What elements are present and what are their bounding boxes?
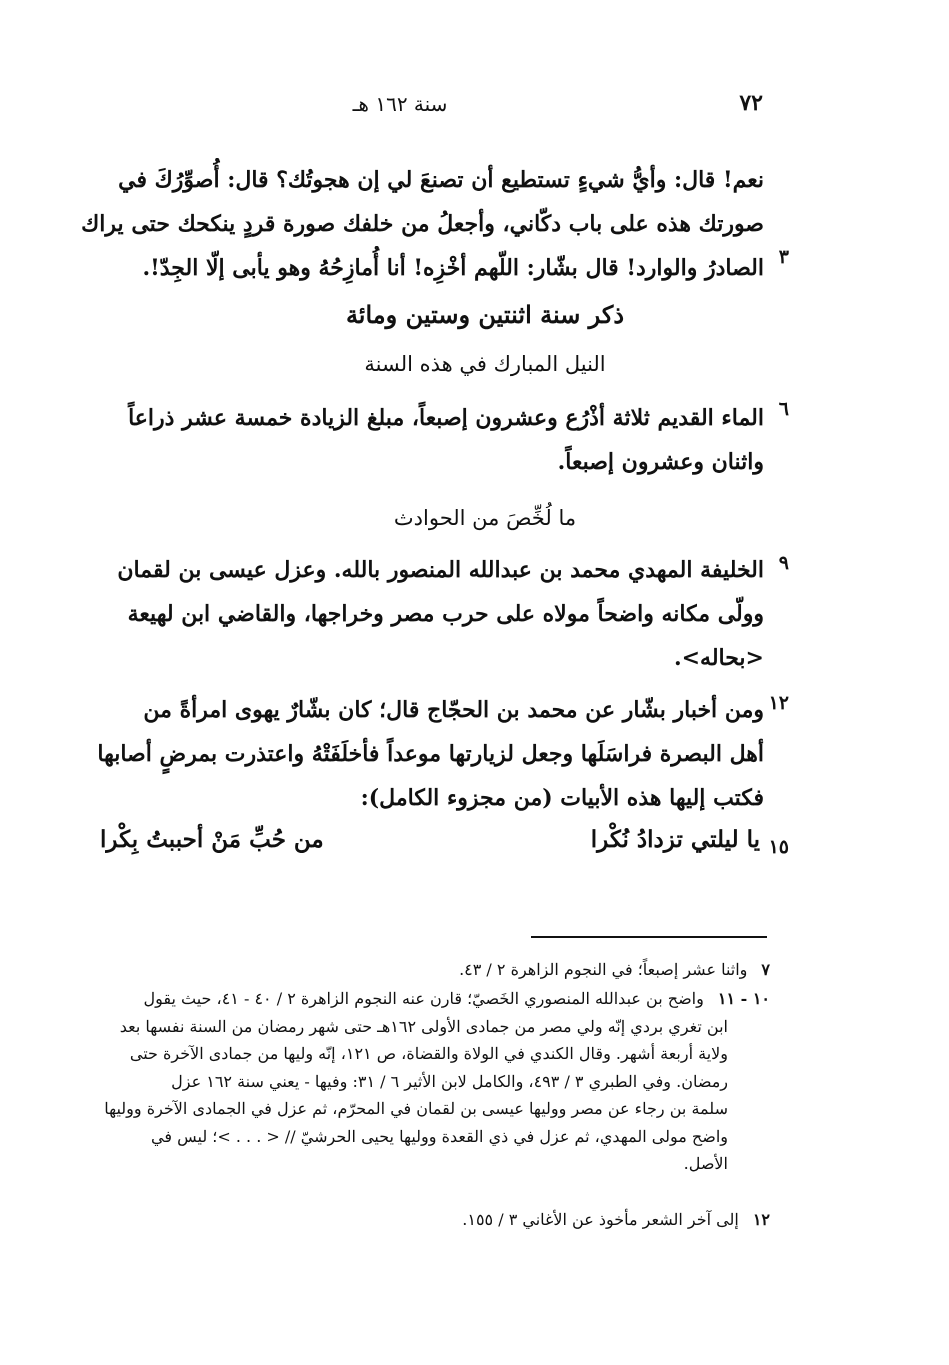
text-line: فكتب إليها هذه الأبيات (من مجزوء الكامل): bbox=[360, 785, 764, 811]
nile-paragraph bbox=[76, 396, 764, 484]
footnote-7 bbox=[80, 956, 770, 984]
year-heading: ذكر سنة اثنتين وستين ومائة bbox=[345, 300, 625, 329]
verse-first-hemistich: يا ليلتي تزدادُ نُكْرا bbox=[590, 826, 760, 853]
footnote-text: واضح بن عبدالله المنصوري الخَصيّ؛ قارن عنه النجوم الزاهرة ٢ / ٤٠ - ٤١، حيث يقول bbox=[143, 989, 704, 1008]
text-line: الماء القديم ثلاثة أذْرُع وعشرون إصبعاً، مبلغ الزيادة خمسة عشر ذراعاً bbox=[128, 405, 764, 431]
events-paragraph bbox=[76, 548, 764, 680]
footnote-line: رمضان. وفي الطبري ٣ / ٤٩٣، والكامل لابن الأثير ٦ / ٣١: وفيها - يعني سنة ١٦٢ عزل bbox=[171, 1071, 728, 1091]
footnote-text: واثنا عشر إصبعاً؛ في النجوم الزاهرة ٢ / ٤٣. bbox=[459, 960, 748, 979]
footnote-line: ولاية أربعة أشهر. وقال الكندي في الولاة والقضاة، ص ١٢١، إنّه وليها من جمادى الآخرة حتى bbox=[129, 1044, 728, 1063]
text-line: أهل البصرة فراسَلَها وجعل لزيارتها موعداً فأخلَفَتْهُ واعتذرت بمرضٍ أصابها bbox=[97, 741, 764, 767]
nile-heading: النيل المبارك في هذه السنة bbox=[364, 352, 606, 376]
footnote-line bbox=[80, 1206, 770, 1234]
footnote-10-11 bbox=[80, 985, 770, 1178]
verse-second-hemistich: من حُبِّ مَنْ أحببتُ بِكْرا bbox=[100, 826, 324, 853]
anecdote-paragraph bbox=[76, 158, 764, 290]
text-line: واثنان وعشرون إصبعاً. bbox=[557, 449, 764, 475]
footnote-12 bbox=[80, 1206, 770, 1234]
footnote-ref: ١٠ - ١١ bbox=[717, 989, 770, 1008]
footnote-text: إلى آخر الشعر مأخوذ عن الأغاني ٣ / ١٥٥. bbox=[462, 1210, 739, 1229]
line-number: ٩ bbox=[778, 552, 789, 574]
line-number: ٣ bbox=[778, 246, 789, 268]
bashshar-paragraph bbox=[76, 688, 764, 820]
footnote-line bbox=[80, 985, 770, 1013]
footnote-line: ابن تغري بردي إنّه ولي مصر من جمادى الأولى ١٦٢هـ حتى شهر رمضان من السنة نفسها بعد bbox=[119, 1016, 728, 1036]
footnote-divider bbox=[531, 936, 767, 938]
footnote-ref: ٧ bbox=[761, 960, 770, 979]
poem-verse bbox=[100, 826, 760, 866]
page-number: ٧٢ bbox=[739, 90, 763, 116]
events-heading: ما لُخِّصَ من الحوادث bbox=[393, 506, 577, 530]
footnote-line: سلمة بن رجاء عن مصر ووليها عيسى بن لقمان في المحرّم، ثم عزل في الجمادى الآخرة ووليها bbox=[104, 1099, 728, 1118]
footnote-line: واضح مولى المهدي، ثم عزل في ذي القعدة ووليها يحيى الحرشيّ // < . . . >؛ ليس في bbox=[151, 1126, 728, 1146]
text-line: ومن أخبار بشّار عن محمد بن الحجّاج قال؛ كان بشّارٌ يهوى امرأةً من bbox=[143, 697, 764, 723]
text-line: صورتك هذه على باب دكّاني، وأجعلُ من خلفك صورة قردٍ ينكحك حتى يراك bbox=[81, 211, 764, 237]
text-line: الصادرُ والوارد! قال بشّار: اللّهم أخْزِه! أنا أُمازِحُهُ وهو يأبى إلّا الجِدّ!. bbox=[142, 255, 764, 281]
text-line: <بحاله>. bbox=[673, 645, 764, 671]
footnote-line bbox=[80, 956, 770, 984]
footnote-line: الأصل. bbox=[683, 1154, 728, 1173]
running-header-title: سنة ١٦٢ هـ bbox=[352, 92, 448, 116]
line-number: ١٥ bbox=[768, 836, 789, 858]
text-line: نعم! قال: وأيُّ شيءٍ تستطيع أن تصنعَ لي إن هجوتُك؟ قال: أُصوِّرُكَ في bbox=[118, 167, 764, 193]
line-number: ١٢ bbox=[768, 692, 789, 714]
text-line: الخليفة المهدي محمد بن عبدالله المنصور بالله. وعزل عيسى بن لقمان bbox=[117, 557, 764, 583]
line-number: ٦ bbox=[778, 398, 789, 420]
footnote-ref: ١٢ bbox=[752, 1210, 770, 1229]
text-line: وولّى مكانه واضحاً مولاه على حرب مصر وخراجها، والقاضي ابن لهيعة bbox=[127, 601, 764, 627]
